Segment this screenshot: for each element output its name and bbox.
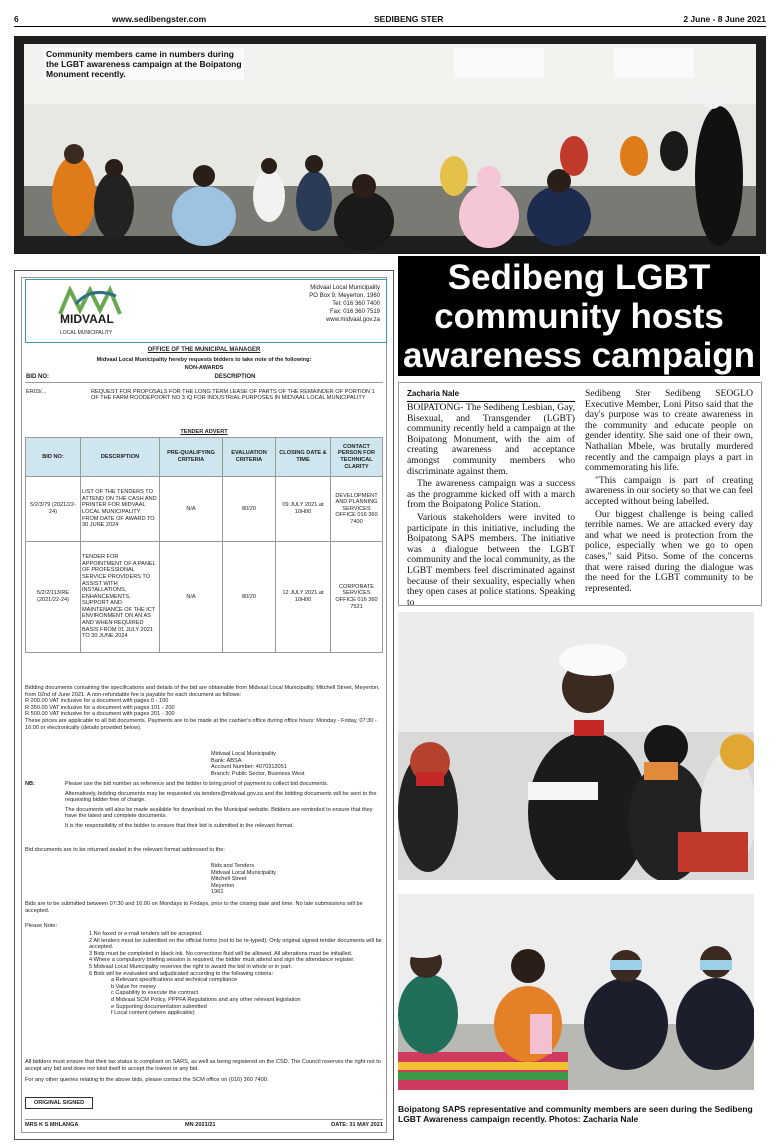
article-column-2: [585, 389, 753, 596]
notice-reference: MN 2021/21: [185, 1122, 216, 1128]
list-item: 6 Bids will be evaluated and adjudicated according to the following criteria:: [89, 970, 274, 977]
saps-photo: [398, 894, 754, 1090]
logo-subtitle: LOCAL MUNICIPALITY: [60, 330, 113, 336]
article-column-1: [407, 403, 575, 610]
top-photo: [14, 36, 766, 254]
address-line: Mitchell Street: [211, 876, 247, 883]
bottom-photo-caption: Boipatong SAPS representative and community members are seen during the Sedibeng LGBT Awareness campaign recently. Photos: Zacharia Nale: [398, 1104, 753, 1124]
address-line: Fax: 016 360 7519: [329, 309, 380, 315]
bank-line: Branch: Public Sector, Business West: [211, 770, 305, 777]
list-item: e Supporting documentation submitted: [111, 1003, 207, 1010]
submission-info: Bid documents are to be returned sealed in the relevant format addressed to the:: [25, 847, 225, 853]
fee-line: R 350.00 VAT inclusive for a document with pages 101 - 200: [25, 704, 175, 711]
deadline-info: Bids are to be submitted between 07:30 and 16:00 on Mondays to Fridays, prior to the closing date and time. No late submissions will be accepted.: [25, 901, 363, 914]
issue-date: 2 June - 8 June 2021: [683, 14, 766, 24]
non-awards-table: [25, 373, 383, 408]
bank-details: [211, 751, 304, 777]
table-row: [25, 382, 383, 408]
list-item: d Midvaal SCM Policy, PPPFA Regulations and any other relevant legislation: [111, 996, 301, 1003]
letterhead: [25, 279, 387, 343]
table-header: PRE-QUALIFYING CRITERIA: [160, 438, 223, 477]
signatory-name: MRS K S MHLANGA: [25, 1122, 79, 1128]
bank-line: Midvaal Local Municipality: [211, 751, 276, 757]
advert-footer: [25, 1119, 383, 1128]
address-line: www.midvaal.gov.za: [326, 317, 380, 323]
table-header: CONTACT PERSON FOR TECHNICAL CLARITY: [331, 438, 383, 477]
byline: Zacharia Nale: [407, 389, 575, 402]
closing-paragraph: All bidders must ensure that their tax status is compliant on SARS, as well as being registered on the CSD. The Council reserves the right not to accept any bid and does not bind itself to accept the lowest or any bid.: [25, 1059, 381, 1072]
paragraph: Please use the bid number as reference and the bidder to bring proof of payment to collect bid documents.: [65, 781, 329, 787]
nb-notes: [65, 781, 383, 830]
paragraph: "This campaign is part of creating awareness in our society so that we can feel accepted without being labelled.: [585, 474, 753, 507]
list-item: 5 Midvaal Local Municipality reserves the right to award the bid in whole or in part.: [89, 963, 293, 970]
fee-line: R 500.00 VAT inclusive for a document with pages 201 - 300: [25, 711, 175, 718]
article-headline: [398, 256, 760, 376]
advert-intro: Midvaal Local Municipality hereby requests bidders to take note of the following:: [96, 357, 312, 363]
list-item: 3 Bids must be completed in black ink. No corrections fluid will be allowed. All alterations must be initialled.: [89, 950, 353, 957]
table-cell: CORPORATE SERVICES OFFICE 016 360 7521: [331, 542, 383, 653]
logo-wordmark: MIDVAAL: [60, 312, 114, 326]
list-item: f Local content (where applicable): [111, 1010, 195, 1017]
table-cell: 80/20: [223, 477, 276, 542]
table-cell: 09 JULY 2021 at 10H00: [276, 477, 331, 542]
address-line: 1961: [211, 889, 224, 896]
page-header: [14, 10, 766, 27]
municipal-address: [309, 284, 380, 324]
list-item: 1 No faxed or e-mail tenders will be accepted.: [89, 931, 203, 937]
saps-photo-image: [398, 894, 754, 1090]
tender-table: [25, 437, 383, 653]
table-header: EVALUATION CRITERIA: [223, 438, 276, 477]
paragraph: BOIPATONG- The Sedibeng Lesbian, Gay, Bisexual, and Transgender (LGBT) community recently held a campaign at the Boipatong Monument, with the aim of creating awareness and acceptance amongst community members who discriminate against them.: [407, 402, 575, 477]
page-number: 6: [14, 14, 19, 24]
table-cell: TENDER FOR APPOINTMENT OF A PANEL OF PROFESSIONAL SERVICE PROVIDERS TO ASSIST WITH INSTALLATIONS, ENHANCEMENTS, SUPPORT AND MAINTENANCE OF THE ICT ENVIRONMENT ON AN AS AND WHEN REQUIRED BASIS FROM 01 JULY 2021 TO 30 JUNE 2024: [81, 542, 160, 653]
article-body: [398, 382, 762, 606]
table-row: [26, 542, 383, 653]
criteria-list: [89, 977, 383, 1017]
bank-line: Account Number: 4070313051: [211, 764, 287, 771]
table-cell: 5/2/2/113/RE (2021/22-24): [26, 542, 81, 653]
paragraph: Our biggest challenge is being called terrible names. We are attacked every day and what we need is protection from the police, especially when we go to open cases," said Pitso. Some of the concerns that were raised during the dialogue was the need for the LGBT community to be represented.: [585, 508, 753, 594]
municipal-tender-advert: [14, 270, 394, 1140]
address-line: Meyerton: [211, 882, 235, 889]
paragraph: Sedibeng Ster Sedibeng SEOGLO Executive Member, Loni Pitso said that the day's purpose was to create awareness in the community and educate people on gender identity. She said one of their own, Nathalian Mbele, was brutally murdered recently and the campaign plays a part in commemorating his life.: [585, 388, 753, 474]
bank-line: Bank: ABSA: [211, 757, 242, 764]
publication-name: SEDIBENG STER: [374, 14, 444, 24]
list-item: b Value for money: [111, 983, 156, 990]
bid-document-info: [25, 685, 383, 731]
list-item: a Relevant specifications and technical compliance: [111, 977, 238, 984]
table-header: DESCRIPTION: [81, 438, 160, 477]
paragraph: Various stakeholders were invited to participate in this initiative, including the Boipatong SAPS members. The initiative was a dialogue between the LGBT community and the local community, as the LGBT members feel discriminated against because of their sexuality, especially when they open cases at police stations. Speaking to: [407, 511, 575, 608]
paragraph: It is the responsibility of the bidder to ensure that their bid is submitted in the relevant format.: [65, 822, 294, 829]
table-header-row: [26, 438, 383, 477]
nb-label: NB:: [25, 781, 35, 787]
table-row: [26, 477, 383, 542]
table-header: DESCRIPTION: [214, 374, 256, 380]
paragraph: These prices are applicable to all bid documents. Payments are to be made at the cashier's office during office hours: Monday - Friday, 07:30 - 16:00 or electronically (details provided below).: [25, 717, 377, 731]
list-item: 4 Where a compulsory briefing session is required, the bidder must attend and sign the attendance register.: [89, 957, 355, 964]
paragraph: Bidding documents containing the specifications and details of the bid are obtainable from Midvaal Local Municipality, Mitchell Street, Meyerton, from 02nd of June 2021. A non-refundable fee is payable for each document as follows:: [25, 685, 380, 698]
list-item: 2 All tenders must be submitted on the official forms (not to be re-typed). Only original signed tender documents will be accepted.: [89, 937, 382, 951]
paragraph: The awareness campaign was a success as the programme kicked off with a march from the Boipatong Police Station.: [407, 478, 575, 511]
address-line: Bids and Tenders: [211, 863, 255, 869]
table-cell: N/A: [160, 477, 223, 542]
table-cell: N/A: [160, 542, 223, 653]
please-note-heading: Please Note:: [25, 923, 58, 929]
fee-line: R 200.00 VAT inclusive for a document with pages 0 - 100: [25, 698, 169, 705]
address-line: PO Box 9, Meyerton, 1960: [309, 293, 380, 299]
paragraph: Alternatively, bidding documents may be requested via tenders@midvaal.gov.za and the bidding documents will be sent to the requesting bidder free of charge.: [65, 790, 377, 804]
list-item: c Capability to execute the contract: [111, 990, 199, 997]
table-cell: 12 JULY 2021 at 10H00: [276, 542, 331, 653]
table-cell: REQUEST FOR PROPOSALS FOR THE LONG TERM LEASE OF PARTS OF THE REMAINDER OF PORTION 1 OF THE FARM ROODEPOORT NO 3 IQ FOR INDUSTRIAL PURPOSES IN MIDVAAL LOCAL MUNICIPALITY: [91, 388, 375, 402]
headline-text: Sedibeng LGBT community hosts awareness campaign: [402, 258, 756, 375]
table-cell: 5/2/3/79 (2021/22-24): [26, 477, 81, 542]
notice-date: DATE: 31 MAY 2021: [331, 1122, 383, 1128]
submission-address: [211, 863, 276, 896]
original-signed-stamp: ORIGINAL SIGNED: [25, 1097, 93, 1109]
table-header: CLOSING DATE & TIME: [276, 438, 331, 477]
speaker-photo: [398, 612, 754, 880]
table-header: BID NO:: [26, 374, 49, 380]
top-photo-caption: Community members came in numbers during the LGBT awareness campaign at the Boipatong Monument recently.: [44, 48, 244, 80]
queries-paragraph: For any other queries relating to the above bids, please contact the SCM office on (016) 360 7400.: [25, 1077, 269, 1083]
address-line: Tel: 016 360 7400: [332, 301, 380, 307]
speaker-photo-image: [398, 612, 754, 880]
table-cell: DEVELOPMENT AND PLANNING SERVICES OFFICE 016 360 7400: [331, 477, 383, 542]
table-cell: ER03/...: [26, 388, 47, 395]
address-line: Midvaal Local Municipality: [211, 869, 276, 876]
non-awards-heading: NON-AWARDS: [184, 365, 224, 371]
table-cell: LIST OF THE TENDERS TO ATTEND ON THE CASH AND PRINTER FOR MIDVAAL LOCAL MUNICIPALITY FROM DATE OF AWARD TO 30 JUNE 2024: [81, 477, 160, 542]
paragraph: The documents will also be made available for download on the Municipal website. Bidders are reminded to ensure that they have the latest and complete documents.: [65, 806, 373, 820]
table-cell: 80/20: [223, 542, 276, 653]
tender-advert-heading: TENDER ADVERT: [180, 429, 228, 435]
table-header: BID NO:: [26, 438, 81, 477]
website: www.sedibengster.com: [112, 14, 207, 24]
notes-list: [89, 931, 383, 1017]
address-line: Midvaal Local Municipality: [310, 285, 380, 291]
office-heading: OFFICE OF THE MUNICIPAL MANAGER: [147, 347, 261, 353]
